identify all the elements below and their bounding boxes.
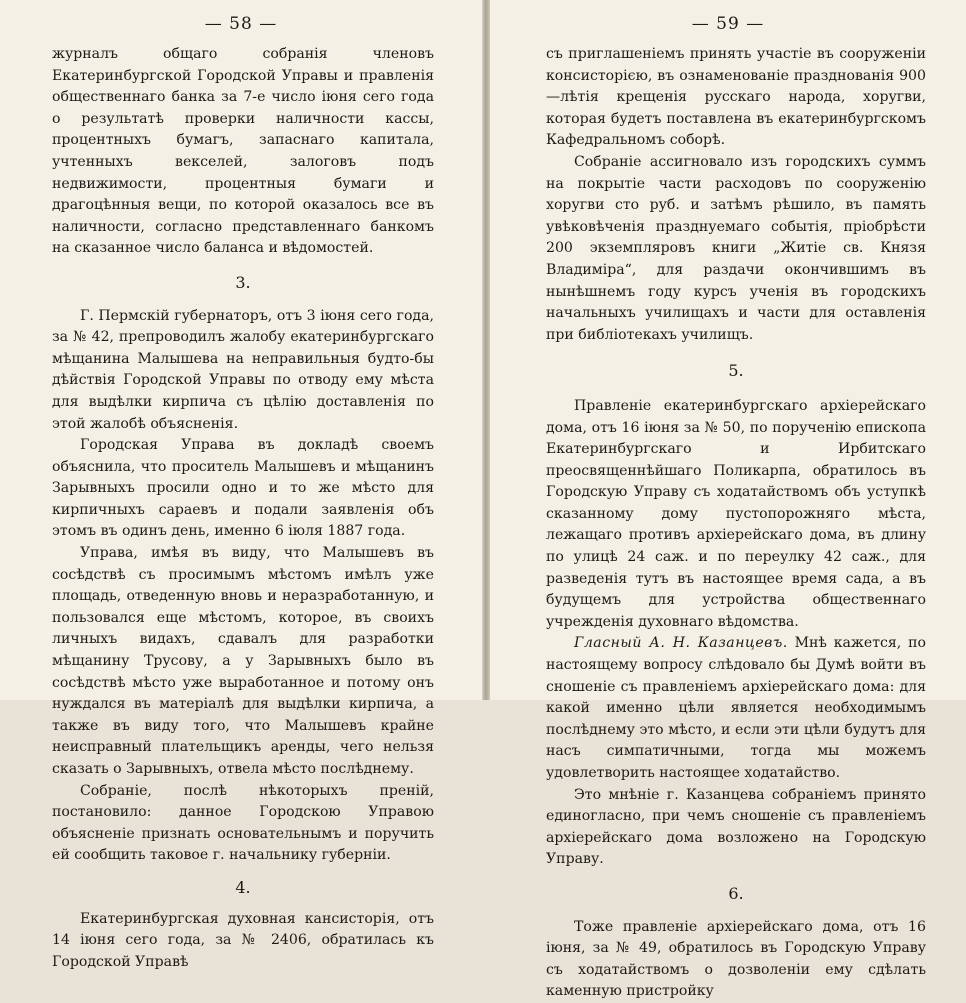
paragraph: Тоже правленіе архіерейскаго дома, отъ 16 іюня, за № 49, обратилось въ Городскую Управу съ ходатайствомъ о дозволеніи ему сдѣлать каменную пристройку: [546, 918, 926, 1000]
page-number-58: — 58 —: [204, 14, 278, 34]
paragraph: Городская Управа въ докладѣ своемъ объяснила, что проситель Малышевъ и мѣщанинъ Зарывныхъ просили одно и то же мѣсто для кирпичныхъ сараевъ и подали заявленія объ этомъ въ одинъ день, именно 6 іюля 1887 года.: [52, 437, 434, 540]
left-page: [0, 0, 482, 970]
speech-text: Мнѣ кажется, по настоящему вопросу слѣдовало бы Думѣ войти въ сношеніе съ правленіемъ архіерейскаго дома: для какой именно цѣли является необходимымъ послѣднему это мѣсто, и если эти цѣли будутъ для насъ симпатичными, тогда мы можемъ удовлетворить настоящее ходатайство.: [546, 635, 926, 781]
paragraph: журналъ общаго собранія членовъ Екатеринбургской Городской Управы и правленія общественнаго банка за 7-е число іюня сего года о результатѣ проверки наличности кассы, процентныхъ бумагъ, запаснаго капитала, учтенныхъ векселей, залоговъ подъ недвижимости, процентныя бумаги и драгоцѣнныя вещи, по которой оказалось все въ наличности, согласно представленнаго банкомъ на сказанное число баланса и вѣдомостей.: [52, 46, 434, 257]
paragraph: Это мнѣніе г. Казанцева собраніемъ принято единогласно, при чемъ сношеніе съ правленіемъ архіерейскаго дома возложено на Городскую Управу.: [546, 786, 926, 868]
paragraph: [546, 633, 926, 784]
section-number-4: 4.: [235, 877, 251, 897]
paragraph: Г. Пермскій губернаторъ, отъ 3 іюня сего года, за № 42, препроводилъ жалобу екатеринбургскаго мѣщанина Малышева на неправильныя будто-бы дѣйствія Городской Управы по отводу ему мѣста для выдѣлки кирпича съ цѣлію доставленія по этой жалобѣ объясненія.: [52, 307, 434, 432]
paragraph: съ приглашеніемъ принять участіе въ сооруженіи консисторією, въ ознаменованіе празднованія 900—лѣтія крещенія русскаго народа, хоругви, которая будетъ поставлена въ екатеринбургскомъ Кафедральномъ соборѣ.: [546, 46, 926, 149]
paragraph: Правленіе екатеринбургскаго архіерейскаго дома, отъ 16 іюня за № 50, по порученію епископа Екатеринбургскаго и Ирбитскаго преосвященнѣйшаго Поликарпа, обратилось въ Городскую Управу съ ходатайствомъ объ уступкѣ сказанному дому пустопорожняго мѣста, лежащаго противъ архіерейскаго дома, въ длину по улицѣ 24 саж. и по переулку 42 саж., для разведенія тутъ въ настоящее время сада, а въ будущемъ для устройства общественнаго учрежденія духовнаго вѣдомства.: [546, 397, 926, 630]
paragraph: Собраніе ассигновало изъ городскихъ суммъ на покрытіе части расходовъ по сооруженію хоругви сто руб. и затѣмъ рѣшило, въ память увѣковѣченія празднуемаго событія, пріобрѣсти 200 экземпляровъ книги „Житіе св. Князя Владиміра“, для раздачи окончившимъ въ нынѣшнемъ году курсъ ученія въ городскихъ начальныхъ училищахъ и части для оставленія при библіотекахъ училищъ.: [546, 153, 926, 343]
paragraph: Екатеринбургская духовная кансисторія, отъ 14 іюня сего года, за № 2406, обратилась къ Городской Управѣ: [52, 910, 434, 970]
section-number-5: 5.: [728, 361, 744, 381]
right-page: [490, 0, 966, 1000]
section-number-3: 3.: [235, 272, 251, 292]
right-page-body: [546, 44, 926, 1003]
speaker-name: Гласный А. Н. Казанцевъ.: [574, 635, 788, 652]
section-number-6: 6.: [728, 883, 744, 903]
paragraph: Собраніе, послѣ нѣкоторыхъ преній, постановило: данное Городскою Управою объясненіе признать основательнымъ и поручить ей сообщить таковое г. начальнику губерніи.: [52, 782, 434, 864]
left-page-body: [52, 44, 434, 973]
paragraph: Управа, имѣя въ виду, что Малышевъ въ сосѣдствѣ съ просимымъ мѣстомъ имѣлъ уже площадь, отведенную вновь и неразработанную, и пользовался еще мѣстомъ, которое, въ своихъ личныхъ видахъ, сдавалъ для разработки мѣщанину Трусову, а у Зарывныхъ было въ сосѣдствѣ мѣсто уже выработанное и потому онъ нуждался въ матеріалѣ для выдѣлки кирпича, а также въ виду того, что Малышевъ крайне неисправный плательщикъ аренды, чего нельзя сказать о Зарывныхъ, отвела мѣсто послѣднему.: [52, 545, 434, 777]
book-gutter: [482, 0, 490, 700]
page-number-59: — 59 —: [691, 14, 765, 34]
